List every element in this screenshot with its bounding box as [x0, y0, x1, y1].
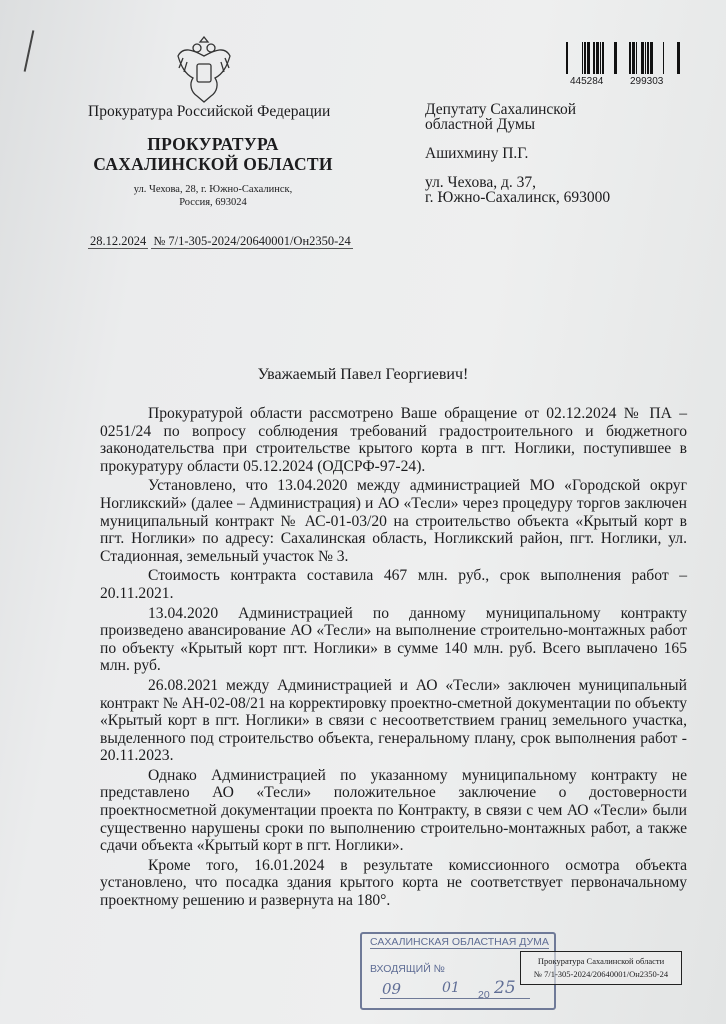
- recipient-line2: областной Думы: [425, 116, 536, 133]
- letter-body: [100, 405, 687, 912]
- coat-of-arms-emblem: [175, 36, 233, 106]
- outgoing-registration-stamp: [520, 951, 682, 985]
- paragraph: Стоимость контракта составила 467 млн. руб., срок выполнения работ – 20.11.2021.: [100, 567, 687, 602]
- barcode-bar: [647, 42, 649, 74]
- barcode-bar: [641, 42, 644, 74]
- paragraph: Прокуратурой области рассмотрено Ваше обращение от 02.12.2024 № ПА – 0251/24 по вопросу соблюдения требований градостроительного и бюджетного законодательства при строительстве крытого корта в пгт. Ноглики, поступившее в прокуратуру области 05.12.2024 (ОДСРФ-97-24).: [100, 405, 687, 475]
- org-name-line1: ПРОКУРАТУРА: [147, 134, 279, 154]
- recipient-block: [425, 102, 610, 215]
- org-name: [88, 134, 338, 174]
- org-address-line2: Россия, 693024: [179, 197, 247, 208]
- stamp-incoming-label: ВХОДЯЩИЙ №: [370, 963, 445, 975]
- barcode-bar: [645, 42, 646, 74]
- stamp-year-prefix: 20: [478, 989, 490, 1001]
- greeting: Уважаемый Павел Георгиевич!: [257, 366, 469, 383]
- barcode-bar: [600, 42, 601, 74]
- paragraph: 13.04.2020 Администрацией по данному муниципальному контракту произведено авансирование АО «Тесли» на выполнение строительно-монтажных работ по объекту «Крытый корт пгт. Ноглики» в сумме 140 млн. руб. Всего выплачено 165 млн. руб.: [100, 604, 687, 675]
- stamp-day: 09: [382, 980, 402, 998]
- stamp-year: 25: [494, 978, 516, 998]
- pen-mark: [24, 30, 35, 71]
- stamp-title: САХАЛИНСКАЯ ОБЛАСТНАЯ ДУМА: [370, 936, 549, 948]
- barcode-bar: [593, 42, 595, 74]
- org-address: [88, 183, 338, 209]
- barcode-bar: [632, 42, 635, 74]
- barcode-bar: [636, 42, 637, 74]
- recipient-address1: ул. Чехова, д. 37,: [425, 174, 536, 191]
- barcode-bar: [629, 42, 631, 74]
- stamp-month: 01: [442, 980, 460, 996]
- barcode-bar: [663, 42, 664, 74]
- stamp-number: № 7/1-305-2024/20640001/Он2350-24: [533, 969, 669, 979]
- org-address-line1: ул. Чехова, 28, г. Южно-Сахалинск,: [133, 184, 293, 195]
- barcode-bar: [566, 42, 568, 74]
- recipient-line1: Депутату Сахалинской: [425, 101, 577, 118]
- org-name-line2: САХАЛИНСКОЙ ОБЛАСТИ: [93, 154, 333, 174]
- paragraph: Однако Администрацией по указанному муниципальному контракту не представлено АО «Тесли» положительное заключение о достоверности проектносметной документации проекта по Контракту, в связи с чем АО «Тесли» были существенно нарушены сроки по выполнению строительно-монтажных работ, а также сдачи объекта «Крытый корт в пгт. Ноглики».: [100, 766, 687, 855]
- registration-line: [88, 234, 353, 249]
- barcode-bar: [650, 42, 653, 74]
- barcode-bar: [582, 42, 583, 74]
- stamp-org: Прокуратура Сахалинской области: [537, 956, 665, 966]
- document-date: 28.12.2024: [90, 234, 147, 248]
- paragraph: Установлено, что 13.04.2020 между администрацией МО «Городской округ Ногликский» (далее – Администрация) и АО «Тесли» через процедуру торгов заключен муниципальный контракт № АС-01-03/20 на строительство объекта «Крытый корт в пгт. Ноглики» по адресу: Сахалинская область, Ногликский район, пгт. Ноглики, ул. Стадионная, земельный участок № 3.: [100, 477, 687, 565]
- barcode-bar: [614, 42, 617, 74]
- barcode-bar: [584, 42, 586, 74]
- recipient-address2: г. Южно-Сахалинск, 693000: [425, 189, 611, 206]
- barcode-bar: [677, 42, 680, 74]
- paragraph: 26.08.2021 между Администрацией и АО «Тесли» заключен муниципальный контракт № АН-02-08/21 на корректировку проектно-сметной документации по объекту «Крытый корт в пгт. Ноглики» в связи с несоответствием границ земельного участка, выделенного под строительство объекта, генеральному плану, срок выполнения работ - 20.11.2023.: [100, 676, 687, 765]
- barcode-number-left: 445284: [570, 76, 604, 87]
- barcode-bar: [596, 42, 599, 74]
- org-parent: Прокуратура Российской Федерации: [88, 103, 331, 120]
- barcode-number-right: 299303: [630, 76, 664, 87]
- document-number: № 7/1-305-2024/20640001/Он2350-24: [153, 234, 351, 248]
- barcode: [560, 42, 680, 74]
- barcode-bar: [602, 42, 604, 74]
- paragraph: Кроме того, 16.01.2024 в результате комиссионного осмотра объекта установлено, что посадка здания крытого корта не соответствует первоначальному проектному решению и развернута на 180°.: [100, 856, 687, 910]
- barcode-bar: [587, 42, 590, 74]
- recipient-name: Ашихмину П.Г.: [425, 145, 529, 162]
